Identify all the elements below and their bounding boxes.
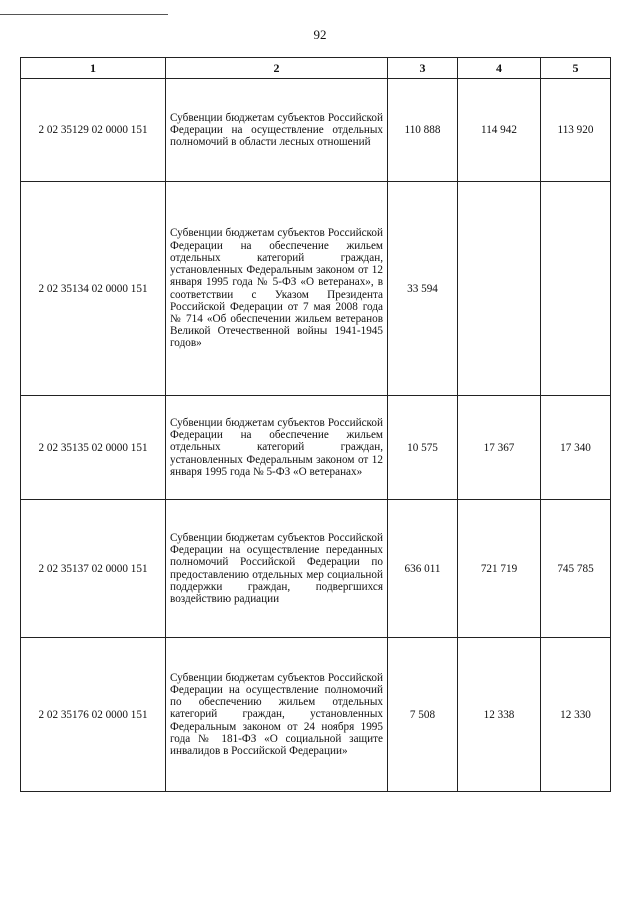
row-description: Субвенции бюджетам субъектов Российской Федерации на осуществление полномочий по обеспечению жильем отдельных категорий граждан, установленных Федеральным законом от 24 ноября 1995 года № 181-ФЗ «О социальной защите инвалидов в Российской Федерации» [166, 638, 388, 792]
header-col-3: 3 [388, 58, 458, 79]
row-value-col-4 [458, 182, 541, 396]
row-description: Субвенции бюджетам субъектов Российской Федерации на осуществление переданных полномочий Российской Федерации по предоставлению отдельных мер социальной поддержки граждан, подвергшихся воздействию радиации [166, 500, 388, 638]
row-value-col-4: 17 367 [458, 396, 541, 500]
row-code: 2 02 35129 02 0000 151 [21, 79, 166, 182]
row-value-col-4: 114 942 [458, 79, 541, 182]
row-description: Субвенции бюджетам субъектов Российской Федерации на обеспечение жильем отдельных категорий граждан, установленных Федеральным законом от 12 января 1995 года № 5-ФЗ «О ветеранах», в соответствии с Указом Президента Российской Федерации от 7 мая 2008 года № 714 «Об обеспечении жильем ветеранов Великой Отечественной войны 1941-1945 годов» [166, 182, 388, 396]
row-value-col-3: 33 594 [388, 182, 458, 396]
table-row [21, 396, 611, 500]
row-description: Субвенции бюджетам субъектов Российской Федерации на обеспечение жильем отдельных категорий граждан, установленных Федеральным законом от 12 января 1995 года № 5-ФЗ «О ветеранах» [166, 396, 388, 500]
row-value-col-3: 110 888 [388, 79, 458, 182]
row-value-col-5: 745 785 [541, 500, 611, 638]
row-code: 2 02 35176 02 0000 151 [21, 638, 166, 792]
header-row [21, 58, 611, 79]
table-row [21, 182, 611, 396]
header-col-2: 2 [166, 58, 388, 79]
row-value-col-4: 12 338 [458, 638, 541, 792]
budget-table [20, 57, 611, 792]
row-value-col-4: 721 719 [458, 500, 541, 638]
row-value-col-3: 636 011 [388, 500, 458, 638]
header-col-1: 1 [21, 58, 166, 79]
row-value-col-5: 17 340 [541, 396, 611, 500]
row-value-col-5: 12 330 [541, 638, 611, 792]
page-number: 92 [313, 27, 327, 42]
header-col-4: 4 [458, 58, 541, 79]
row-code: 2 02 35134 02 0000 151 [21, 182, 166, 396]
row-code: 2 02 35135 02 0000 151 [21, 396, 166, 500]
row-description: Субвенции бюджетам субъектов Российской Федерации на осуществление отдельных полномочий в области лесных отношений [166, 79, 388, 182]
row-code: 2 02 35137 02 0000 151 [21, 500, 166, 638]
top-rule [0, 14, 168, 15]
row-value-col-3: 7 508 [388, 638, 458, 792]
header-col-5: 5 [541, 58, 611, 79]
row-value-col-5: 113 920 [541, 79, 611, 182]
table-row [21, 638, 611, 792]
table-row [21, 79, 611, 182]
row-value-col-3: 10 575 [388, 396, 458, 500]
table-row [21, 500, 611, 638]
row-value-col-5 [541, 182, 611, 396]
